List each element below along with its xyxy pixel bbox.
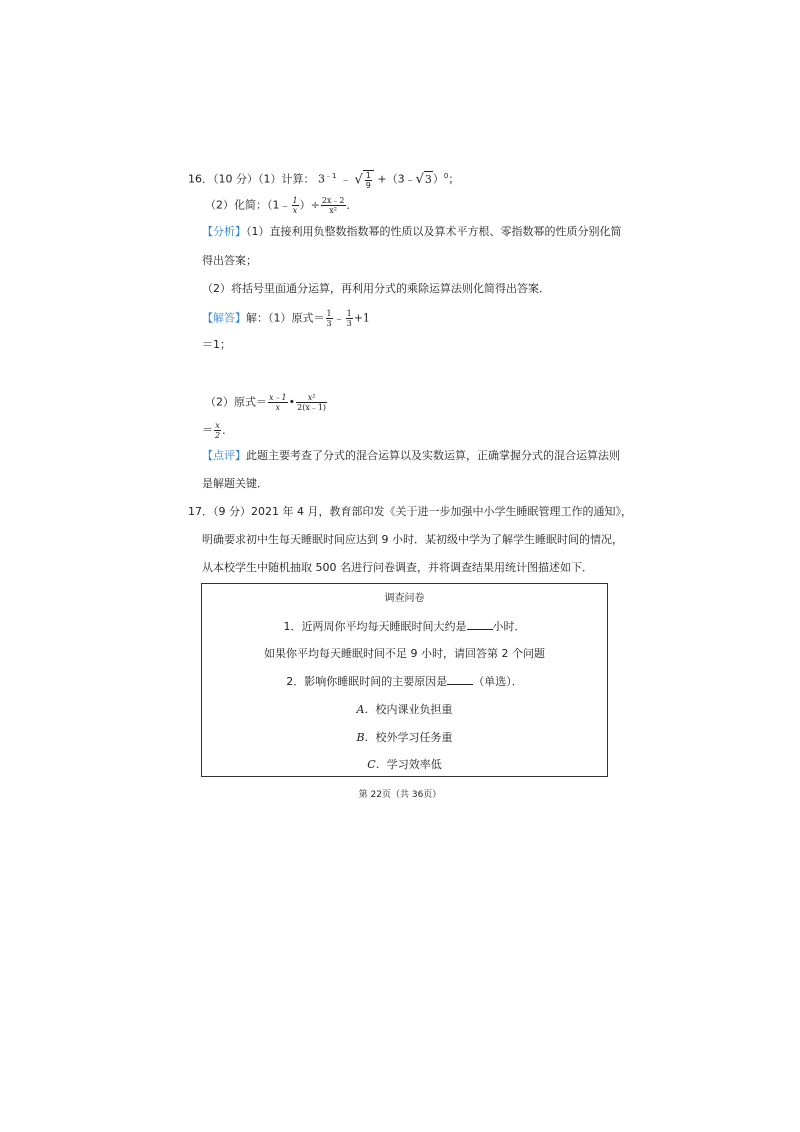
q16-label: 16．（10 分）（1）计算：: [188, 172, 315, 186]
survey-q2: 2．影响你睡眠时间的主要原因是 （单选）．: [286, 675, 523, 688]
solution-result2: ＝ $\frac{x}{2}$ ．: [202, 421, 234, 440]
q17-line3: 从本校学生中随机抽取 500 名进行问卷调查，并将调查结果用统计图描述如下．: [202, 561, 593, 574]
survey-q2-blank: [447, 674, 473, 685]
q16-frac-2: $\frac{2x﹣2}{\text{x²}}$: [321, 196, 345, 215]
solution-line2: （2）原式＝ $\frac{x﹣1}{x}$ • $\frac{\text{x²}}{2(x﹣1)}$: [205, 393, 327, 412]
q16-part2-end: ．: [346, 198, 358, 212]
page-footer: 第 22页（共 36页）: [358, 790, 442, 800]
q16-exp0: 0: [443, 172, 449, 180]
sqrt-den: 9: [365, 180, 371, 190]
solution-frac-a: $\frac{1}{3}$: [326, 309, 332, 328]
survey-title: 调查问卷: [384, 593, 425, 604]
analysis-line3: （2）将括号里面通分运算，再利用分式的乘除运算法则化简得出答案．: [202, 282, 550, 295]
solution-frac-e: $\frac{x}{2}$: [215, 421, 221, 440]
solution-result1: ＝1；: [202, 338, 231, 351]
sqrt-num: 1: [365, 170, 371, 180]
survey-q1-blank: [467, 619, 493, 630]
solution-frac-c: $\frac{x﹣1}{x}$: [269, 393, 287, 412]
q17-line1: 17．（9 分）2021 年 4 月，教育部印发《关于进一步加强中小学生睡眠管理工作的通知》，: [188, 505, 632, 518]
survey-q1: 1．近两周你平均每天睡眠时间大约是 小时．: [283, 620, 526, 633]
solution-frac-d: $\frac{\text{x²}}{2(x﹣1)}$: [297, 393, 327, 412]
q16-close: ）: [432, 172, 444, 186]
q16-div: ）÷: [299, 198, 320, 212]
survey-box: [201, 583, 608, 777]
analysis-tag: 【分析】: [202, 225, 246, 238]
survey-note: 如果你平均每天睡眠时间不足 9 小时，请回答第 2 个问题: [264, 647, 545, 660]
solution-line1: 【解答】解：（1）原式＝ $\frac{1}{3}$ ﹣ $\frac{1}{3}$ +1: [202, 309, 370, 328]
sqrt-sign-icon: √: [415, 172, 424, 188]
q16-end: ；: [448, 172, 460, 186]
solution-tag: 【解答】: [202, 311, 246, 325]
comment-line1: 【点评】此题主要考查了分式的混合运算以及实数运算，正确掌握分式的混合运算法则: [202, 449, 620, 462]
survey-option-c: C．学习效率低: [367, 758, 442, 771]
q16-part2: [205, 196, 358, 215]
analysis-line2: 得出答案；: [202, 254, 257, 267]
q16-base: 3: [318, 172, 325, 186]
analysis-line1: 【分析】（1）直接利用负整数指数幂的性质以及算术平方根、零指数幂的性质分别化简: [202, 225, 622, 238]
q16-exp: ﹣1: [325, 172, 337, 180]
q16-part1: [188, 168, 459, 190]
q16-sqrt3: √3: [415, 172, 432, 188]
comment-tag: 【点评】: [202, 449, 246, 462]
survey-option-a: A．校内课业负担重: [356, 703, 453, 716]
q16-minus: ﹣: [339, 172, 351, 186]
solution-frac-b: $\frac{1}{3}$: [346, 309, 352, 328]
q16-part2-label: （2）化简：（1﹣: [205, 198, 291, 212]
sqrt-sign-icon: √: [354, 172, 363, 188]
q16-plus: +（3﹣: [377, 172, 416, 186]
survey-option-b: B．校外学习任务重: [356, 731, 453, 744]
comment-line2: 是解题关键．: [202, 477, 268, 490]
q17-line2: 明确要求初中生每天睡眠时间应达到 9 小时．某初级中学为了解学生睡眠时间的情况，: [202, 533, 623, 546]
q16-frac-1x: $\frac{1}{x}$: [292, 196, 298, 215]
q16-sqrt: [354, 170, 373, 190]
